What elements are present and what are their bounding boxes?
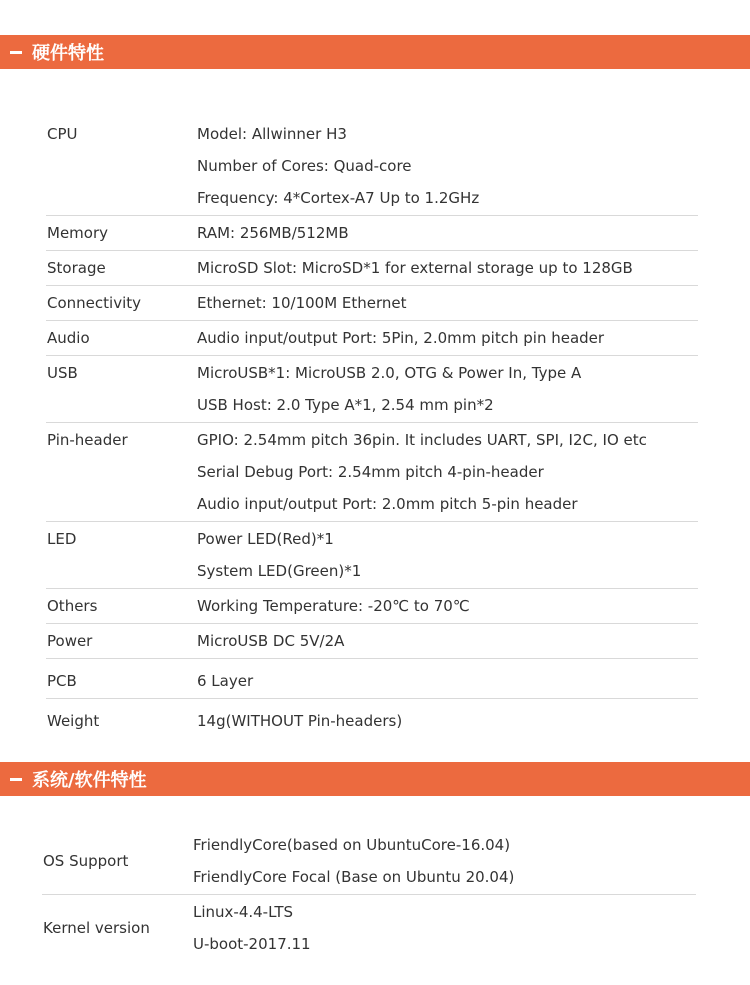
spec-value: FriendlyCore(based on UbuntuCore-16.04) — [193, 836, 511, 854]
spec-row — [46, 699, 698, 739]
spec-value: RAM: 256MB/512MB — [197, 224, 349, 242]
software-spec-table — [42, 828, 696, 961]
spec-row — [46, 216, 698, 251]
spec-label: Pin-header — [47, 431, 128, 449]
spec-label: Power — [47, 632, 93, 650]
spec-row — [46, 286, 698, 321]
spec-label: Audio — [47, 329, 90, 347]
hardware-section-title: 硬件特性 — [32, 43, 104, 64]
spec-label: CPU — [47, 125, 78, 143]
dash-icon — [10, 778, 22, 781]
spec-label: USB — [47, 364, 78, 382]
software-section-header — [0, 762, 750, 796]
spec-label: PCB — [47, 672, 77, 690]
spec-value: System LED(Green)*1 — [197, 562, 362, 580]
spec-value: Model: Allwinner H3 — [197, 125, 347, 143]
spec-value: Serial Debug Port: 2.54mm pitch 4-pin-header — [197, 463, 544, 481]
spec-value: Working Temperature: -20℃ to 70℃ — [197, 597, 470, 615]
spec-label: Connectivity — [47, 294, 141, 312]
spec-label: LED — [47, 530, 77, 548]
spec-row — [46, 624, 698, 659]
spec-value: Frequency: 4*Cortex-A7 Up to 1.2GHz — [197, 189, 480, 207]
spec-label: Memory — [47, 224, 109, 242]
spec-row — [42, 895, 696, 962]
spec-label: OS Support — [43, 852, 129, 870]
spec-label: Kernel version — [43, 919, 150, 937]
spec-row — [46, 522, 698, 589]
hardware-spec-table — [46, 117, 698, 738]
spec-value: Linux-4.4-LTS — [193, 903, 294, 921]
spec-label: Others — [47, 597, 98, 615]
spec-value: Audio input/output Port: 2.0mm pitch 5-pin header — [197, 495, 578, 513]
spec-row — [46, 423, 698, 522]
spec-value: U-boot-2017.11 — [193, 935, 311, 953]
spec-value: 14g(WITHOUT Pin-headers) — [197, 712, 403, 730]
spec-value: GPIO: 2.54mm pitch 36pin. It includes UART, SPI, I2C, IO etc — [197, 431, 647, 449]
spec-row — [46, 659, 698, 699]
spec-value: Ethernet: 10/100M Ethernet — [197, 294, 407, 312]
software-section-title: 系统/软件特性 — [32, 770, 147, 791]
spec-row — [46, 589, 698, 624]
spec-row — [46, 321, 698, 356]
dash-icon — [10, 51, 22, 54]
spec-value: MicroSD Slot: MicroSD*1 for external storage up to 128GB — [197, 259, 633, 277]
spec-value: FriendlyCore Focal (Base on Ubuntu 20.04) — [193, 868, 515, 886]
spec-value: Audio input/output Port: 5Pin, 2.0mm pitch pin header — [197, 329, 605, 347]
spec-row — [42, 828, 696, 895]
spec-value: 6 Layer — [197, 672, 254, 690]
spec-row — [46, 251, 698, 286]
spec-value: Power LED(Red)*1 — [197, 530, 334, 548]
spec-value: USB Host: 2.0 Type A*1, 2.54 mm pin*2 — [197, 396, 494, 414]
spec-label: Weight — [47, 712, 100, 730]
spec-value: MicroUSB*1: MicroUSB 2.0, OTG & Power In, Type A — [197, 364, 582, 382]
spec-value: Number of Cores: Quad-core — [197, 157, 412, 175]
spec-label: Storage — [47, 259, 106, 277]
hardware-section-header — [0, 35, 750, 69]
spec-value: MicroUSB DC 5V/2A — [197, 632, 345, 650]
spec-row — [46, 356, 698, 423]
spec-row — [46, 117, 698, 216]
